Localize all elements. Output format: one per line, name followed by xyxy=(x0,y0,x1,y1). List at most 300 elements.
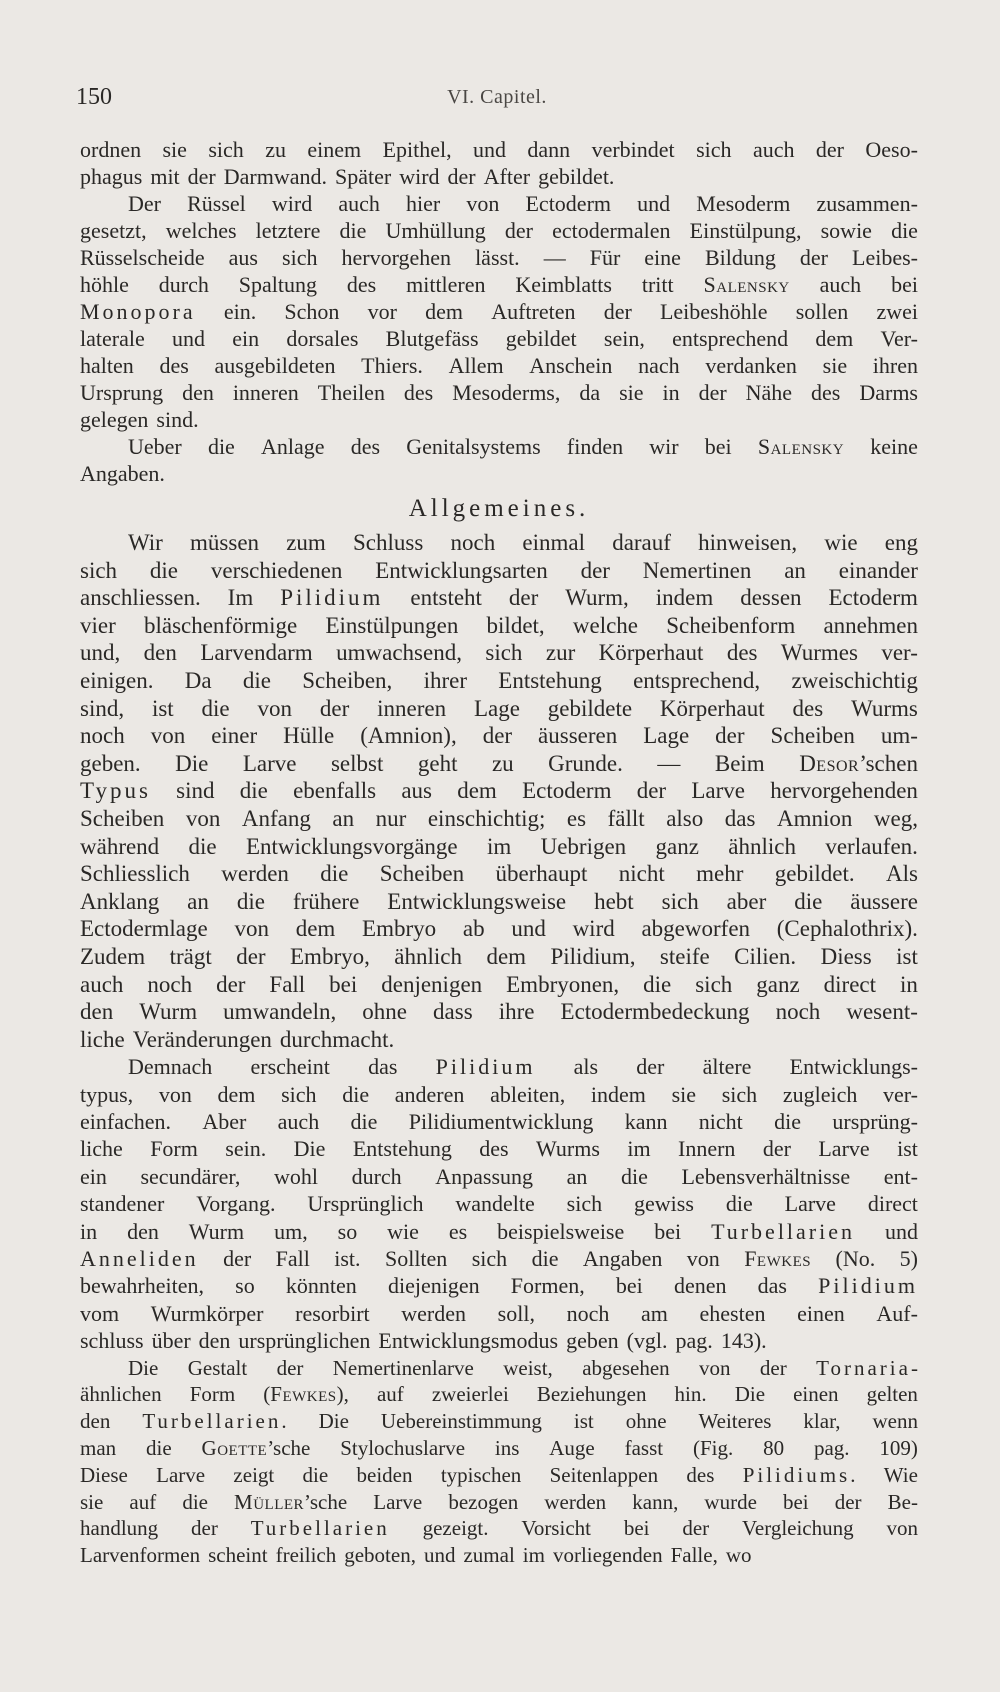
word xyxy=(133,1026,272,1054)
word-fragment: Leibeshöhle xyxy=(659,299,768,324)
word xyxy=(342,1081,369,1108)
word-fragment: höhle xyxy=(80,272,129,297)
word xyxy=(794,888,822,916)
word xyxy=(705,352,797,379)
word xyxy=(495,1435,520,1462)
word xyxy=(896,943,918,971)
word-fragment: Epithel, xyxy=(382,137,452,162)
text-line xyxy=(80,639,918,667)
word xyxy=(334,1245,360,1272)
word-fragment: da xyxy=(579,380,601,405)
word xyxy=(784,557,806,585)
word-fragment: zur xyxy=(545,640,576,666)
paragraph xyxy=(80,190,918,433)
word xyxy=(715,750,765,778)
word xyxy=(548,695,632,723)
word xyxy=(818,1272,918,1299)
word-fragment: Auftreten xyxy=(491,299,576,324)
word-fragment: ältere xyxy=(702,1054,752,1080)
word xyxy=(663,379,680,406)
word-fragment: des xyxy=(792,695,824,721)
word-fragment: Die xyxy=(128,1355,159,1380)
word xyxy=(150,1135,198,1162)
word-fragment: von xyxy=(185,805,221,831)
word xyxy=(399,163,439,190)
word xyxy=(604,325,645,352)
word xyxy=(80,998,113,1026)
text-line xyxy=(80,1327,918,1354)
word xyxy=(406,190,440,217)
word-fragment: bei xyxy=(704,434,732,459)
word-fragment: auch xyxy=(277,1109,320,1135)
word xyxy=(851,695,918,723)
word xyxy=(872,1408,918,1435)
word xyxy=(80,271,129,298)
word xyxy=(492,750,514,778)
word-fragment: nicht xyxy=(698,1109,743,1135)
word xyxy=(352,1163,402,1190)
word-fragment: Oeso- xyxy=(865,137,918,162)
word xyxy=(368,298,397,325)
word-fragment: vier xyxy=(80,612,116,638)
word xyxy=(579,379,600,406)
word xyxy=(675,1381,707,1408)
text-line xyxy=(80,833,918,861)
word xyxy=(284,298,339,325)
text-line xyxy=(80,1381,918,1408)
word-fragment: sie xyxy=(80,1489,104,1514)
word-fragment: Anlage xyxy=(261,434,325,459)
word-fragment: Vergleichung xyxy=(742,1516,854,1541)
word-fragment: Darms xyxy=(859,380,918,405)
word xyxy=(797,1300,845,1327)
word-fragment: von xyxy=(686,1246,720,1272)
word xyxy=(80,971,123,999)
word xyxy=(295,1300,370,1327)
word-fragment: Nähe xyxy=(745,380,793,405)
word-fragment: des xyxy=(403,380,434,405)
word xyxy=(800,244,828,271)
text-line xyxy=(80,379,918,406)
word-fragment: Amnion xyxy=(776,805,853,831)
word xyxy=(362,915,436,943)
word-fragment: bezogen xyxy=(448,1489,519,1514)
word-fragment: ordnen xyxy=(80,137,142,162)
word-fragment: die xyxy=(794,888,823,914)
word-fragment: ohne xyxy=(625,1409,667,1434)
word-fragment: den xyxy=(182,380,214,405)
word-fragment: gewiss xyxy=(634,1191,694,1217)
word xyxy=(771,722,855,750)
word xyxy=(335,163,391,190)
page-header xyxy=(76,84,918,114)
word-fragment: Wurmkörper xyxy=(150,1300,264,1326)
word-fragment: tritt xyxy=(641,272,674,297)
word xyxy=(410,584,482,612)
word-fragment: Hülle xyxy=(283,723,335,749)
word xyxy=(705,244,776,271)
word-fragment: ihre xyxy=(498,999,535,1025)
word-fragment: dem xyxy=(217,1081,256,1107)
word xyxy=(424,667,467,695)
word xyxy=(566,1327,619,1354)
word-fragment: noch xyxy=(566,1300,610,1326)
word-fragment: sich xyxy=(471,1246,508,1272)
word-fragment: des xyxy=(350,434,381,459)
word xyxy=(763,1435,784,1462)
word xyxy=(448,1489,518,1516)
word xyxy=(318,379,385,406)
word xyxy=(825,833,918,861)
word-fragment: dem xyxy=(295,916,336,942)
word-fragment: 143). xyxy=(720,1328,767,1354)
word-fragment: ), xyxy=(336,1382,349,1407)
word xyxy=(472,1245,507,1272)
word-fragment: steife xyxy=(659,943,710,969)
text-line xyxy=(80,750,918,778)
word xyxy=(704,1489,756,1516)
word xyxy=(274,1218,308,1245)
word xyxy=(796,298,849,325)
word xyxy=(821,943,872,971)
word-fragment: indem xyxy=(590,1081,646,1107)
word xyxy=(742,1515,854,1542)
word xyxy=(435,1163,533,1190)
word xyxy=(281,1081,316,1108)
word-fragment: aus xyxy=(401,778,432,804)
text-line xyxy=(80,529,918,557)
word xyxy=(185,667,212,695)
word xyxy=(336,639,462,667)
word xyxy=(80,1026,125,1054)
word-fragment: Einstülpungen xyxy=(325,612,459,638)
word-fragment: einfachen. xyxy=(80,1109,171,1135)
word xyxy=(726,1542,752,1569)
word-fragment: annehmen xyxy=(823,612,918,638)
word xyxy=(705,433,732,460)
word-fragment: gebildete xyxy=(547,695,633,721)
word-fragment: Blutgefäss xyxy=(385,326,479,351)
word-fragment: weist, xyxy=(503,1355,553,1380)
word xyxy=(80,667,153,695)
word xyxy=(182,1489,208,1516)
word-fragment: vorliegenden xyxy=(552,1543,663,1568)
word-fragment: dessen xyxy=(740,585,802,611)
word-fragment: scheint xyxy=(208,1543,268,1568)
word-fragment: Zudem xyxy=(80,943,146,969)
word xyxy=(758,1272,787,1299)
paragraphs-before-heading xyxy=(80,136,918,487)
word-fragment: man xyxy=(80,1435,117,1460)
text-line xyxy=(80,722,918,750)
word-fragment: Formen, xyxy=(510,1273,585,1299)
word-fragment: bei xyxy=(615,1273,643,1299)
word xyxy=(151,722,186,750)
word xyxy=(637,190,670,217)
word xyxy=(641,915,750,943)
word xyxy=(891,271,918,298)
word-fragment: gelegen xyxy=(80,407,149,432)
spaced-term: Tornaria xyxy=(816,1355,911,1380)
word-fragment: an xyxy=(784,557,806,583)
word-fragment: Diess xyxy=(820,943,872,969)
word-fragment: Darmwand. xyxy=(223,164,328,189)
word-fragment: Scheiben xyxy=(770,723,855,749)
word xyxy=(497,1218,624,1245)
word-fragment: wird xyxy=(271,191,313,216)
word-fragment: eng xyxy=(884,530,918,555)
word xyxy=(224,298,256,325)
word-fragment: Theilen xyxy=(317,380,385,405)
word-fragment: noch xyxy=(775,999,821,1025)
word-fragment: ectodermalen xyxy=(552,218,671,243)
word xyxy=(619,860,665,888)
word xyxy=(594,888,634,916)
word xyxy=(293,888,359,916)
word xyxy=(202,1108,246,1135)
word xyxy=(541,833,627,861)
word-fragment: wir xyxy=(649,434,679,459)
word-fragment: ist xyxy=(896,943,918,969)
word xyxy=(237,888,265,916)
word-fragment: ihren xyxy=(872,353,918,378)
word-fragment: die xyxy=(643,971,672,997)
word xyxy=(404,379,433,406)
word xyxy=(80,805,164,833)
word-fragment: (Cephalothrix). xyxy=(776,916,918,942)
word-fragment: ähnlich xyxy=(394,943,462,969)
word-fragment: sein, xyxy=(603,326,645,351)
word-fragment: einen xyxy=(793,1382,839,1407)
word xyxy=(80,612,116,640)
word xyxy=(567,1300,610,1327)
word-fragment: pag. xyxy=(675,1328,713,1354)
word xyxy=(432,1381,509,1408)
word xyxy=(176,777,214,805)
word xyxy=(699,379,727,406)
word-fragment: die xyxy=(149,557,179,583)
word-fragment: des xyxy=(159,353,189,378)
word-fragment: des xyxy=(811,380,841,405)
word xyxy=(80,1163,107,1190)
word xyxy=(401,1300,466,1327)
word-fragment: klar, xyxy=(803,1409,841,1434)
word xyxy=(269,971,305,999)
word-fragment: ins xyxy=(494,1435,520,1460)
word-fragment: Gestalt xyxy=(187,1355,248,1380)
word xyxy=(223,998,336,1026)
word-fragment: der xyxy=(187,164,216,189)
word-fragment: sich xyxy=(695,971,733,997)
word-fragment: die xyxy=(146,1435,172,1460)
word xyxy=(233,1462,274,1489)
word-fragment: Scheiben xyxy=(80,805,165,831)
word-fragment: halten xyxy=(80,353,134,378)
word-fragment: direct xyxy=(867,1191,918,1217)
word xyxy=(711,1218,855,1245)
word-fragment: des xyxy=(479,1136,509,1162)
word-fragment: an xyxy=(187,888,209,914)
word xyxy=(756,971,799,999)
word xyxy=(699,1408,772,1435)
word xyxy=(387,1218,419,1245)
word xyxy=(234,1489,347,1516)
word-fragment: ’sche xyxy=(304,1489,348,1514)
word-fragment: Anfang xyxy=(241,805,311,831)
word xyxy=(883,1081,918,1108)
word-fragment: äussere xyxy=(850,888,918,914)
word-fragment: entsteht xyxy=(410,585,482,611)
word xyxy=(725,805,756,833)
word-fragment: von xyxy=(150,723,186,749)
word xyxy=(529,352,612,379)
word xyxy=(80,1408,110,1435)
word xyxy=(433,998,473,1026)
word-fragment: gesetzt, xyxy=(80,218,147,243)
word-fragment: die xyxy=(201,695,230,721)
word xyxy=(870,433,918,460)
word xyxy=(80,352,134,379)
word-fragment: zeigt xyxy=(233,1462,275,1487)
word-fragment: an xyxy=(566,1163,588,1189)
word xyxy=(140,1163,240,1190)
word xyxy=(487,612,545,640)
word xyxy=(246,833,458,861)
word-fragment: mittleren xyxy=(406,272,486,297)
word xyxy=(235,1272,255,1299)
word-fragment: typischen xyxy=(440,1462,522,1487)
word xyxy=(793,695,824,723)
word xyxy=(515,271,612,298)
word-fragment: das xyxy=(724,805,756,831)
word-fragment: Embryo xyxy=(362,916,437,942)
word-fragment: aus xyxy=(228,245,258,270)
word xyxy=(823,352,847,379)
word xyxy=(696,136,731,163)
author-name: Fewkes xyxy=(270,1382,337,1407)
word xyxy=(758,433,844,460)
word xyxy=(283,722,334,750)
word-fragment: dass xyxy=(433,999,473,1025)
word-fragment: und xyxy=(511,916,546,942)
word xyxy=(604,298,632,325)
word-fragment: und xyxy=(473,137,507,162)
word-fragment: Form xyxy=(189,1382,236,1407)
word-fragment: umwachsend, xyxy=(336,640,462,666)
word-fragment: die xyxy=(320,861,349,887)
word-fragment: sind. xyxy=(156,407,199,432)
word xyxy=(80,750,141,778)
word xyxy=(785,1190,836,1217)
author-name: Goette xyxy=(201,1435,268,1460)
word xyxy=(394,943,462,971)
word xyxy=(80,406,148,433)
word-fragment: durch xyxy=(158,272,209,297)
word-fragment: die xyxy=(531,1246,559,1272)
word-fragment: Wurmes xyxy=(780,640,858,666)
word-fragment: Larve xyxy=(156,1462,206,1487)
word-fragment: einschichtig; xyxy=(427,805,546,831)
word xyxy=(776,998,821,1026)
word xyxy=(189,833,217,861)
word xyxy=(625,1435,664,1462)
word xyxy=(240,777,268,805)
word xyxy=(590,244,621,271)
word xyxy=(340,217,367,244)
word xyxy=(409,1108,594,1135)
word-fragment: wird xyxy=(399,164,440,189)
word-fragment: werden xyxy=(544,1489,607,1514)
word xyxy=(331,750,383,778)
word xyxy=(753,136,795,163)
word xyxy=(302,667,392,695)
word xyxy=(619,379,643,406)
word-fragment: beispielsweise xyxy=(497,1218,625,1244)
word xyxy=(142,1408,286,1435)
text-line xyxy=(80,1108,918,1135)
word xyxy=(897,1135,918,1162)
word-fragment: sich xyxy=(485,640,523,666)
word-fragment: die xyxy=(188,833,217,859)
word-fragment: wo xyxy=(725,1543,752,1568)
word xyxy=(278,1108,320,1135)
word xyxy=(525,190,611,217)
word xyxy=(734,943,796,971)
word-fragment: die xyxy=(621,1163,648,1189)
word xyxy=(80,722,125,750)
word-fragment: keine xyxy=(870,434,918,459)
word-fragment: Nemertinenlarve xyxy=(332,1355,474,1380)
word xyxy=(436,1053,536,1080)
word xyxy=(657,750,680,778)
word-fragment: von xyxy=(257,695,293,721)
word xyxy=(80,1190,164,1217)
word xyxy=(150,163,179,190)
text-line xyxy=(80,352,918,379)
word-fragment: der xyxy=(191,1516,218,1541)
word xyxy=(781,639,858,667)
word-fragment: also xyxy=(666,805,704,831)
word xyxy=(660,695,765,723)
word-fragment: werden xyxy=(401,1300,467,1326)
word-fragment: — xyxy=(657,750,681,776)
word-fragment: gelten xyxy=(866,1382,918,1407)
word xyxy=(783,1489,809,1516)
word-fragment: secundärer, xyxy=(140,1163,241,1189)
word xyxy=(388,1272,480,1299)
word-fragment: als xyxy=(573,1054,599,1080)
word-fragment: geben xyxy=(566,1328,619,1354)
word-fragment: ausgebildeten xyxy=(214,353,336,378)
word xyxy=(549,1435,595,1462)
word-fragment: den xyxy=(143,640,177,666)
word xyxy=(80,1245,199,1272)
word xyxy=(80,325,145,352)
text-line xyxy=(80,190,918,217)
word xyxy=(332,805,354,833)
word-fragment: ihrer xyxy=(423,667,467,693)
word xyxy=(506,325,577,352)
word xyxy=(80,833,159,861)
spaced-term: Anneliden xyxy=(80,1246,199,1272)
word xyxy=(763,1135,791,1162)
word-fragment: sich xyxy=(281,1081,317,1107)
word xyxy=(567,805,586,833)
text-line xyxy=(80,1163,918,1190)
word-fragment: Rüsselscheide xyxy=(80,245,205,270)
word-fragment: sich xyxy=(80,557,118,583)
word-fragment: Larve xyxy=(784,1191,836,1217)
